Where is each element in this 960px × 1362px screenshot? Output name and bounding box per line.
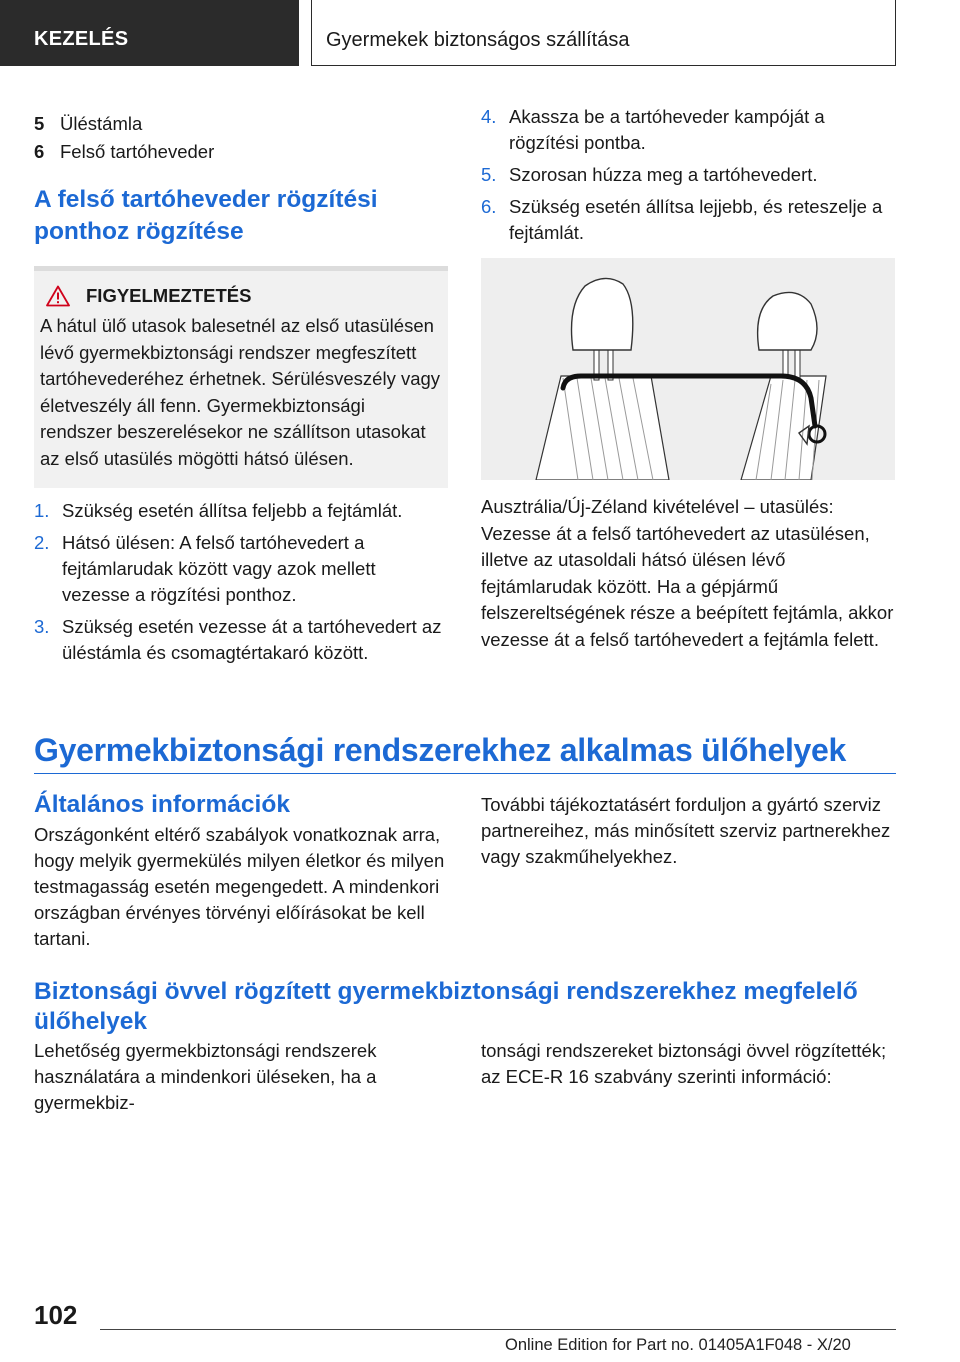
- steps-list-right: [481, 104, 895, 246]
- legend-number: 6: [34, 141, 45, 162]
- list-item: [481, 162, 895, 188]
- warning-header: [40, 285, 442, 307]
- legend-text: Üléstámla: [60, 113, 143, 134]
- warning-text: A hátul ülő utasok balesetnél az első utasülésen lévő gyermekbiztonsági rendszer megfeszített tartóhevederéhez érhetnek. Sérülésveszély vagy életveszély áll fenn. Gyermekbiztonsági rendszer beszerelésekor ne szállítson utasokat az első utasülés mögötti hátsó ülésen.: [40, 315, 441, 469]
- list-item: [481, 194, 895, 246]
- right-column-top: [481, 104, 895, 653]
- header-section-label: KEZELÉS: [34, 28, 129, 50]
- list-item: [34, 498, 448, 524]
- footer-rule: [100, 1329, 896, 1330]
- step-number: 2.: [34, 532, 50, 553]
- warning-label: FIGYELMEZTETÉS: [86, 285, 252, 306]
- subsection-heading: Általános információk: [34, 791, 290, 818]
- steps-list-left: [34, 498, 448, 666]
- step-text: Szükség esetén állítsa lejjebb, és reteszelje a fejtámlát.: [509, 196, 883, 243]
- step-text: Akassza be a tartóheveder kampóját a rögzítési pontba.: [509, 106, 825, 153]
- service-info-text: További tájékoztatásért forduljon a gyártó szerviz partnereihez, más minősített szerviz partnerekhez vagy szakműhelyekhez.: [481, 794, 891, 867]
- legend-number: 5: [34, 113, 45, 134]
- seatbelt-text-left: Lehetőség gyermekbiztonsági rendszerek használatára a mindenkori üléseken, ha a gyermekbiz-: [34, 1040, 377, 1113]
- main-heading: Gyermekbiztonsági rendszerekhez alkalmas ülőhelyek: [34, 732, 847, 768]
- list-item: [34, 530, 448, 608]
- page-number: 102: [34, 1300, 78, 1330]
- main-heading-rule: [34, 773, 896, 774]
- step-number: 5.: [481, 164, 497, 185]
- legend-item: [34, 138, 448, 166]
- seatbelt-text-right-block: [481, 1038, 895, 1090]
- left-column-top: [34, 110, 448, 672]
- header-section-tab: [0, 0, 299, 66]
- figure-caption: Ausztrália/Új-Zéland kivételével – utasülés: Vezesse át a felső tartóhevedert az utasülésen, illetve az utasoldali hátsó ülésen lévő fejtámlarudak között. Ha a gépjármű felszereltségének része a beépített fejtámla, akkor vezesse át a felső tartóhevedert a fejtámla felett.: [481, 496, 894, 650]
- header-chapter-label: Gyermekek biztonságos szállítása: [326, 29, 630, 51]
- seatbelt-text-left-block: [34, 1038, 448, 1116]
- step-text: Szükség esetén állítsa feljebb a fejtámlát.: [62, 500, 403, 521]
- general-info-right: [481, 792, 895, 870]
- headrest-strap-drawing: [481, 258, 895, 480]
- general-info-left: [34, 790, 448, 952]
- seatbelt-section-heading: Biztonsági övvel rögzített gyermekbiztonsági rendszerekhez megfelelő ülőhelyek: [34, 978, 858, 1035]
- step-number: 1.: [34, 500, 50, 521]
- headrest-strap-illustration: [481, 258, 895, 480]
- section-heading: A felső tartóheveder rögzítési ponthoz rögzítése: [34, 186, 378, 245]
- step-text: Szükség esetén vezesse át a tartóhevedert az üléstámla és csomagtértakaró között.: [62, 616, 442, 663]
- legend-item: [34, 110, 448, 138]
- seatbelt-text-right: tonsági rendszereket biztonsági övvel rögzítették; az ECE-R 16 szabvány szerinti információ:: [481, 1040, 887, 1087]
- legend-text: Felső tartóheveder: [60, 141, 215, 162]
- list-item: [481, 104, 895, 156]
- step-number: 6.: [481, 196, 497, 217]
- header-chapter-box: [311, 0, 896, 66]
- general-info-text: Országonként eltérő szabályok vonatkoznak arra, hogy melyik gyermekülés milyen életkor és milyen testmagasság esetén megengedett. A mindenkori országban érvényes törvényi előírásokat be kell tartani.: [34, 824, 445, 949]
- footer-edition-text: Online Edition for Part no. 01405A1F048 - X/20: [505, 1336, 851, 1354]
- warning-triangle-icon: [46, 285, 70, 307]
- warning-box: [34, 271, 448, 488]
- list-item: [34, 614, 448, 666]
- step-number: 4.: [481, 106, 497, 127]
- page-header: [0, 0, 960, 66]
- step-text: Hátsó ülésen: A felső tartóhevedert a fejtámlarudak között vagy azok mellett vezesse a rögzítési ponthoz.: [62, 532, 376, 605]
- step-number: 3.: [34, 616, 50, 637]
- step-text: Szorosan húzza meg a tartóhevedert.: [509, 164, 818, 185]
